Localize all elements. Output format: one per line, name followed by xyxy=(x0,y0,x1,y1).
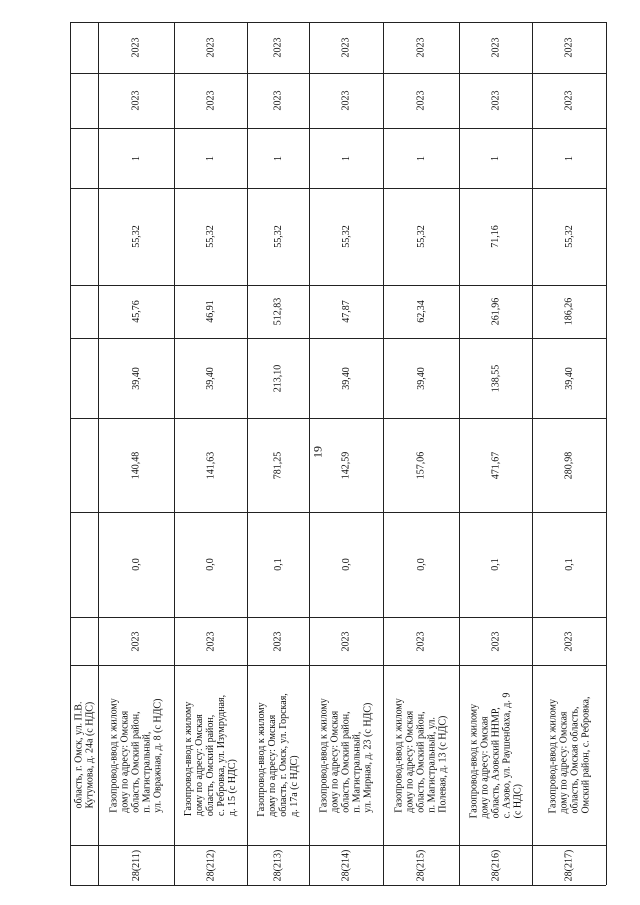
description-line: дому по адресу: Омская xyxy=(119,710,131,813)
description-line: дому по адресу: Омская xyxy=(329,710,341,813)
row-rule xyxy=(532,22,533,885)
row-year-end: 2023 xyxy=(563,37,575,58)
column-rule xyxy=(70,418,606,419)
row-year: 2023 xyxy=(340,631,352,651)
row-year: 2023 xyxy=(272,631,284,651)
description-line: дому по адресу: Омская xyxy=(478,715,490,818)
row-year-start: 2023 xyxy=(415,90,427,111)
row-rule xyxy=(606,22,607,885)
row-rule xyxy=(383,22,384,885)
row-year-start: 2023 xyxy=(130,90,142,111)
row-code: 28(212) xyxy=(204,849,216,881)
description-line: с. Ребровка, ул. Изумрудная, xyxy=(216,694,228,816)
row-value-1: 0,0 xyxy=(340,558,352,571)
row-value-6: 1 xyxy=(272,155,284,161)
row-value-4: 46,91 xyxy=(204,300,216,323)
row-description xyxy=(547,697,591,814)
row-value-3: 39,40 xyxy=(415,366,427,390)
row-year-end: 2023 xyxy=(130,37,142,58)
description-line: Газопровод-ввод к жилому xyxy=(393,697,405,813)
row-year-start: 2023 xyxy=(340,90,352,111)
description-line: дому по адресу: Омская xyxy=(557,711,569,814)
column-rule xyxy=(70,512,606,513)
page-number: 19 xyxy=(310,446,325,458)
row-rule xyxy=(70,22,71,885)
row-value-4: 186,26 xyxy=(563,297,575,326)
description-line: (с НДС) xyxy=(511,783,523,818)
description-line: с. Азово, ул. Раушенбаха, д. 9 xyxy=(500,692,512,818)
row-value-5: 55,32 xyxy=(415,225,427,248)
row-year-start: 2023 xyxy=(272,90,284,111)
row-value-2: 142,59 xyxy=(340,451,352,479)
row-year: 2023 xyxy=(563,631,575,651)
row-code: 28(217) xyxy=(563,849,575,881)
row-rule xyxy=(174,22,175,885)
row-value-1: 0,0 xyxy=(130,558,142,571)
row-value-1: 0,1 xyxy=(272,558,284,571)
row-value-6: 1 xyxy=(205,155,216,161)
description-line: дому по адресу: Омская xyxy=(194,713,206,816)
column-rule xyxy=(70,285,606,286)
description-line: дому по адресу: Омская xyxy=(266,714,278,817)
row-value-2: 157,06 xyxy=(415,451,427,479)
row-year-end: 2023 xyxy=(490,37,501,58)
description-line: область, Омский район, xyxy=(205,714,217,816)
column-rule xyxy=(70,188,606,189)
row-value-3: 213,10 xyxy=(272,364,284,392)
row-year: 2023 xyxy=(130,631,142,651)
row-value-4: 45,76 xyxy=(130,300,142,323)
description-line: область, Омский район, xyxy=(415,710,427,813)
row-value-2: 781,25 xyxy=(272,451,284,479)
row-rule xyxy=(459,22,460,885)
row-description xyxy=(109,698,164,812)
row-value-1: 0,1 xyxy=(489,558,501,571)
column-rule xyxy=(70,617,606,618)
column-rule xyxy=(70,73,606,74)
row-rule xyxy=(247,22,248,885)
row-value-5: 55,32 xyxy=(272,225,284,248)
description-line: область, г. Омск, ул. П.В. xyxy=(72,701,84,809)
description-line: Газопровод-ввод к жилому xyxy=(255,702,267,817)
row-value-1: 0,1 xyxy=(563,558,575,571)
row-value-4: 512,83 xyxy=(272,297,284,326)
description-line: область, Омский район, xyxy=(130,710,142,813)
description-line: область, г. Омск, ул. Горская, xyxy=(277,693,289,817)
row-description xyxy=(256,693,300,817)
row-description xyxy=(468,692,523,818)
row-value-3: 138,55 xyxy=(489,364,501,392)
row-value-5: 55,32 xyxy=(340,225,352,248)
row-year: 2023 xyxy=(205,631,216,651)
description-line: Газопровод-ввод к жилому xyxy=(546,699,558,814)
description-line: Полевая, д. 13 (с НДС) xyxy=(437,715,449,813)
column-rule xyxy=(70,665,606,666)
description-line: п. Магистральный, xyxy=(351,731,363,813)
continued-description xyxy=(73,702,95,809)
row-year: 2023 xyxy=(490,631,501,651)
row-value-5: 55,32 xyxy=(130,225,142,248)
row-description xyxy=(319,698,374,812)
row-code: 28(216) xyxy=(489,849,501,881)
column-rule xyxy=(70,885,606,886)
row-year-start: 2023 xyxy=(205,90,216,111)
row-code: 28(211) xyxy=(130,849,142,881)
row-rule xyxy=(98,22,99,885)
row-code: 28(215) xyxy=(415,849,427,881)
row-year-end: 2023 xyxy=(415,37,427,58)
description-line: Кутумова, д. 24а (с НДС) xyxy=(83,701,95,809)
column-rule xyxy=(70,128,606,129)
description-line: область, Омская область, xyxy=(568,706,580,814)
description-line: п. Магистральный, xyxy=(141,731,153,813)
row-value-1: 0,0 xyxy=(415,558,427,571)
description-line: п. Магистральный, ул. xyxy=(426,716,438,813)
row-value-2: 471,67 xyxy=(489,451,501,479)
row-description xyxy=(183,694,238,815)
row-description xyxy=(394,698,449,812)
row-year-end: 2023 xyxy=(340,37,352,58)
row-code: 28(214) xyxy=(340,849,352,881)
row-value-4: 47,87 xyxy=(340,300,352,323)
description-line: ул. Мирная, д. 23 (с НДС) xyxy=(362,702,374,813)
description-line: Газопровод-ввод к жилому xyxy=(318,697,330,813)
row-value-5: 71,16 xyxy=(489,225,501,248)
row-value-2: 141,63 xyxy=(204,451,216,479)
row-value-6: 1 xyxy=(563,155,575,161)
description-line: Газопровод-ввод к жилому xyxy=(467,703,479,818)
row-value-5: 55,32 xyxy=(563,225,575,248)
row-year-start: 2023 xyxy=(563,90,575,111)
row-value-6: 1 xyxy=(130,155,142,161)
row-value-3: 39,40 xyxy=(204,366,216,390)
description-line: д. 15 (с НДС) xyxy=(227,758,239,816)
row-value-5: 55,32 xyxy=(204,225,216,248)
row-value-2: 280,98 xyxy=(563,451,575,479)
column-rule xyxy=(70,845,606,846)
description-line: область, Омский район, xyxy=(340,710,352,813)
row-value-3: 39,40 xyxy=(563,366,575,390)
description-line: область, Азовский ННМР, xyxy=(489,706,501,818)
row-year-start: 2023 xyxy=(490,90,501,111)
description-line: ул. Овражная, д. 8 (с НДС) xyxy=(152,698,164,813)
row-value-3: 39,40 xyxy=(340,366,352,390)
row-code: 28(213) xyxy=(272,849,284,881)
row-value-4: 261,96 xyxy=(489,297,501,326)
row-year: 2023 xyxy=(415,631,427,651)
row-year-end: 2023 xyxy=(272,37,284,58)
row-value-6: 1 xyxy=(340,155,352,161)
description-line: д. 17а (с НДС) xyxy=(288,755,300,817)
row-value-1: 0,0 xyxy=(204,558,216,571)
row-year-end: 2023 xyxy=(205,37,216,58)
description-line: дому по адресу: Омская xyxy=(404,710,416,813)
row-value-6: 1 xyxy=(490,155,501,161)
column-rule xyxy=(70,338,606,339)
description-line: Газопровод-ввод к жилому xyxy=(183,701,195,816)
row-value-6: 1 xyxy=(415,155,427,161)
row-value-4: 62,34 xyxy=(415,300,427,323)
row-value-2: 140,48 xyxy=(130,451,142,479)
column-rule xyxy=(70,22,606,23)
description-line: Газопровод-ввод к жилому xyxy=(108,697,120,813)
description-line: Омский район, с. Ребровка, xyxy=(579,696,591,814)
row-value-3: 39,40 xyxy=(130,366,142,390)
